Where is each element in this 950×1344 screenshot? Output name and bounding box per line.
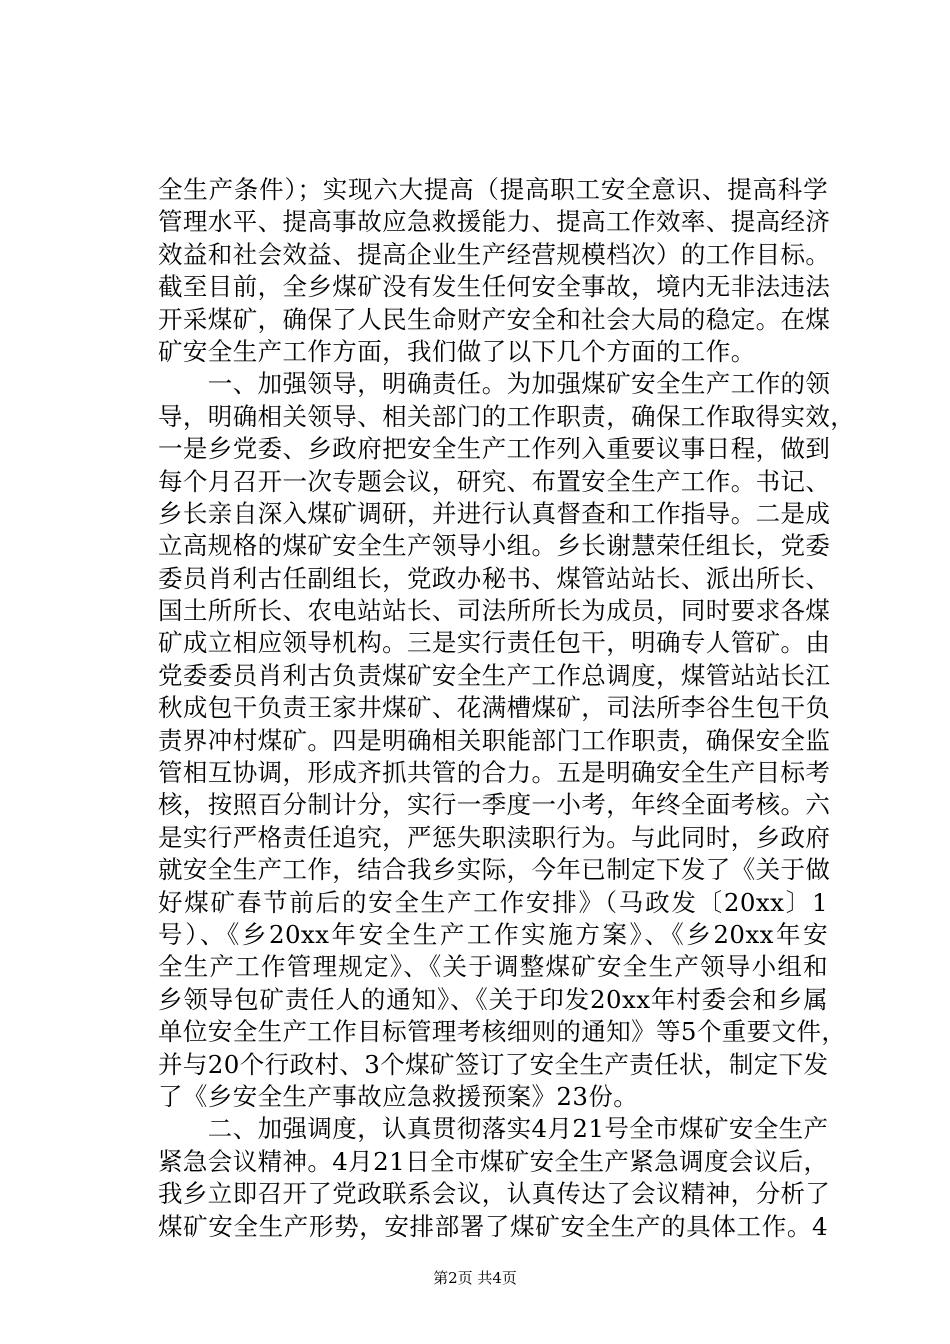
text-line: 全生产工作管理规定》、《关于调整煤矿安全生产领导小组和 (158, 952, 828, 982)
text-line: 是实行严格责任追究，严惩失职渎职行为。与此同时，乡政府 (158, 822, 831, 852)
text-line: 矿安全生产工作方面，我们做了以下几个方面的工作。 (158, 336, 756, 366)
text-line: 一是乡党委、乡政府把安全生产工作列入重要议事日程，做到 (158, 434, 831, 464)
text-line: 了《乡安全生产事故应急救援预案》23份。 (158, 1081, 639, 1111)
text-line: 并与20个行政村、3个煤矿签订了安全生产责任状，制定下发 (158, 1049, 829, 1079)
text-line: 管相互协调，形成齐抓共管的合力。五是明确安全生产目标考 (158, 758, 831, 788)
text-line: 开采煤矿，确保了人民生命财产安全和社会大局的稳定。在煤 (158, 304, 831, 334)
text-line: 我乡立即召开了党政联系会议，认真传达了会议精神，分析了 (158, 1179, 831, 1209)
text-line: 党委委员肖利古负责煤矿安全生产工作总调度，煤管站站长江 (158, 660, 831, 690)
text-line: 责界冲村煤矿。四是明确相关职能部门工作职责，确保安全监 (158, 725, 831, 755)
text-line: 国土所所长、农电站站长、司法所所长为成员，同时要求各煤 (158, 596, 831, 626)
document-body (158, 174, 856, 1243)
text-line: 截至目前，全乡煤矿没有发生任何安全事故，境内无非法违法 (158, 272, 831, 302)
text-line: 乡长亲自深入煤矿调研，并进行认真督查和工作指导。二是成 (158, 498, 831, 528)
text-line: 全生产条件）；实现六大提高（提高职工安全意识、提高科学 (158, 175, 828, 204)
text-line: 立高规格的煤矿安全生产领导小组。乡长谢慧荣任组长，党委 (158, 531, 831, 561)
text-line: 效益和社会效益、提高企业生产经营规模档次）的工作目标。 (158, 239, 831, 269)
text-line: 号）、《乡20xx年安全生产工作实施方案》、《乡20xx年安 (158, 919, 828, 949)
text-line: 秋成包干负责王家井煤矿、花满槽煤矿，司法所李谷生包干负 (158, 693, 831, 723)
text-line: 煤矿安全生产形势，安排部署了煤矿安全生产的具体工作。4 (158, 1211, 828, 1241)
text-line: 每个月召开一次专题会议，研究、布置安全生产工作。书记、 (158, 466, 831, 496)
text-line: 好煤矿春节前后的安全生产工作安排》（马政发〔20xx〕1 (158, 887, 828, 917)
text-line: 核，按照百分制计分，实行一季度一小考，年终全面考核。六 (158, 790, 831, 820)
text-line: 委员肖利古任副组长，党政办秘书、煤管站站长、派出所长、 (158, 563, 831, 593)
paragraph-heading-line: 一、加强领导，明确责任。为加强煤矿安全生产工作的领 (158, 369, 831, 399)
paragraph-heading-line: 二、加强调度，认真贯彻落实4月21号全市煤矿安全生产 (158, 1114, 829, 1144)
text-line: 单位安全生产工作目标管理考核细则的通知》等5个重要文件， (158, 1017, 847, 1047)
text-line: 矿成立相应领导机构。三是实行责任包干，明确专人管矿。由 (158, 628, 831, 658)
text-line: 紧急会议精神。4月21日全市煤矿安全生产紧急调度会议后， (158, 1146, 829, 1176)
text-line: 导，明确相关领导、相关部门的工作职责，确保工作取得实效， (158, 401, 856, 431)
text-line: 管理水平、提高事故应急救援能力、提高工作效率、提高经济 (158, 207, 831, 237)
page-number-footer: 第2页 共4页 (433, 1269, 517, 1287)
text-line: 乡领导包矿责任人的通知》、《关于印发20xx年村委会和乡属 (158, 984, 828, 1014)
text-line: 就安全生产工作，结合我乡实际，今年已制定下发了《关于做 (158, 855, 831, 885)
